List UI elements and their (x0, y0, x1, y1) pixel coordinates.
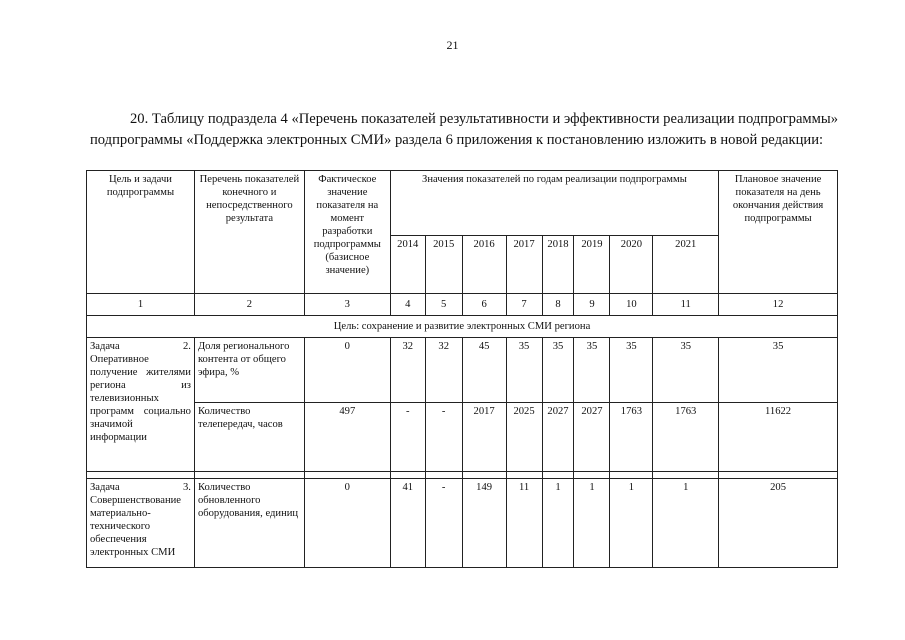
intro-paragraph: 20. Таблицу подраздела 4 «Перечень показателей результативности и эффективности реализации подпрограммы» подпрограммы «Поддержка электронных СМИ» раздела 6 приложения к постановлению изложить в новой редакции: (90, 110, 839, 148)
indicator-cell: Количество обновленного оборудования, единиц (194, 479, 304, 568)
table-row (87, 403, 838, 472)
table-row (87, 338, 838, 403)
column-number: 9 (574, 294, 610, 316)
column-number: 6 (462, 294, 506, 316)
value-cell: 205 (719, 479, 838, 568)
value-cell: 0 (304, 479, 390, 568)
column-numbers-row (87, 294, 838, 316)
value-cell: 2025 (506, 403, 542, 472)
value-cell: 32 (425, 338, 462, 403)
column-number: 2 (194, 294, 304, 316)
year-cell: 2016 (462, 236, 506, 294)
task2-label: Задача 2. Оперативное получение жителями региона из телевизионных программ социально значимой информации (87, 338, 195, 472)
year-cell: 2017 (506, 236, 542, 294)
value-cell: 35 (610, 338, 653, 403)
year-cell: 2019 (574, 236, 610, 294)
value-cell: - (390, 403, 425, 472)
column-number: 10 (610, 294, 653, 316)
value-cell: 1763 (610, 403, 653, 472)
value-cell: - (425, 479, 462, 568)
value-cell: 35 (542, 338, 574, 403)
column-number: 1 (87, 294, 195, 316)
value-cell: 1 (610, 479, 653, 568)
year-cell: 2020 (610, 236, 653, 294)
value-cell: 11 (506, 479, 542, 568)
column-number: 12 (719, 294, 838, 316)
value-cell: - (425, 403, 462, 472)
row-spacer (87, 472, 838, 479)
column-number: 11 (653, 294, 719, 316)
value-cell: 149 (462, 479, 506, 568)
table-row (87, 479, 838, 568)
value-cell: 2027 (574, 403, 610, 472)
year-cell: 2014 (390, 236, 425, 294)
value-cell: 0 (304, 338, 390, 403)
header-actual: Фактическое значение показателя на момент разработки подпрограммы (базисное значение) (304, 171, 390, 294)
value-cell: 2027 (542, 403, 574, 472)
goal-cell: Цель: сохранение и развитие электронных СМИ региона (87, 316, 838, 338)
indicator-cell: Доля регионального контента от общего эфира, % (194, 338, 304, 403)
value-cell: 497 (304, 403, 390, 472)
value-cell: 35 (653, 338, 719, 403)
column-number: 5 (425, 294, 462, 316)
value-cell: 32 (390, 338, 425, 403)
indicator-cell: Количество телепередач, часов (194, 403, 304, 472)
column-number: 3 (304, 294, 390, 316)
value-cell: 1763 (653, 403, 719, 472)
header-planned: Плановое значение показателя на день окончания действия подпрограммы (719, 171, 838, 294)
column-number: 4 (390, 294, 425, 316)
value-cell: 1 (542, 479, 574, 568)
indicators-table (86, 170, 838, 568)
value-cell: 1 (574, 479, 610, 568)
value-cell: 45 (462, 338, 506, 403)
value-cell: 11622 (719, 403, 838, 472)
header-indicators: Перечень показателей конечного и непосредственного результата (194, 171, 304, 294)
column-number: 7 (506, 294, 542, 316)
header-by-year: Значения показателей по годам реализации подпрограммы (390, 171, 718, 236)
year-cell: 2015 (425, 236, 462, 294)
header-goal: Цель и задачи подпрограммы (87, 171, 195, 294)
year-cell: 2018 (542, 236, 574, 294)
goal-row (87, 316, 838, 338)
task3-label: Задача 3. Совершенствование материально-технического обеспечения электронных СМИ (87, 479, 195, 568)
value-cell: 2017 (462, 403, 506, 472)
value-cell: 35 (506, 338, 542, 403)
value-cell: 35 (574, 338, 610, 403)
page-number: 21 (446, 38, 459, 52)
column-number: 8 (542, 294, 574, 316)
header-row-1 (87, 171, 838, 236)
value-cell: 41 (390, 479, 425, 568)
value-cell: 35 (719, 338, 838, 403)
year-cell: 2021 (653, 236, 719, 294)
value-cell: 1 (653, 479, 719, 568)
